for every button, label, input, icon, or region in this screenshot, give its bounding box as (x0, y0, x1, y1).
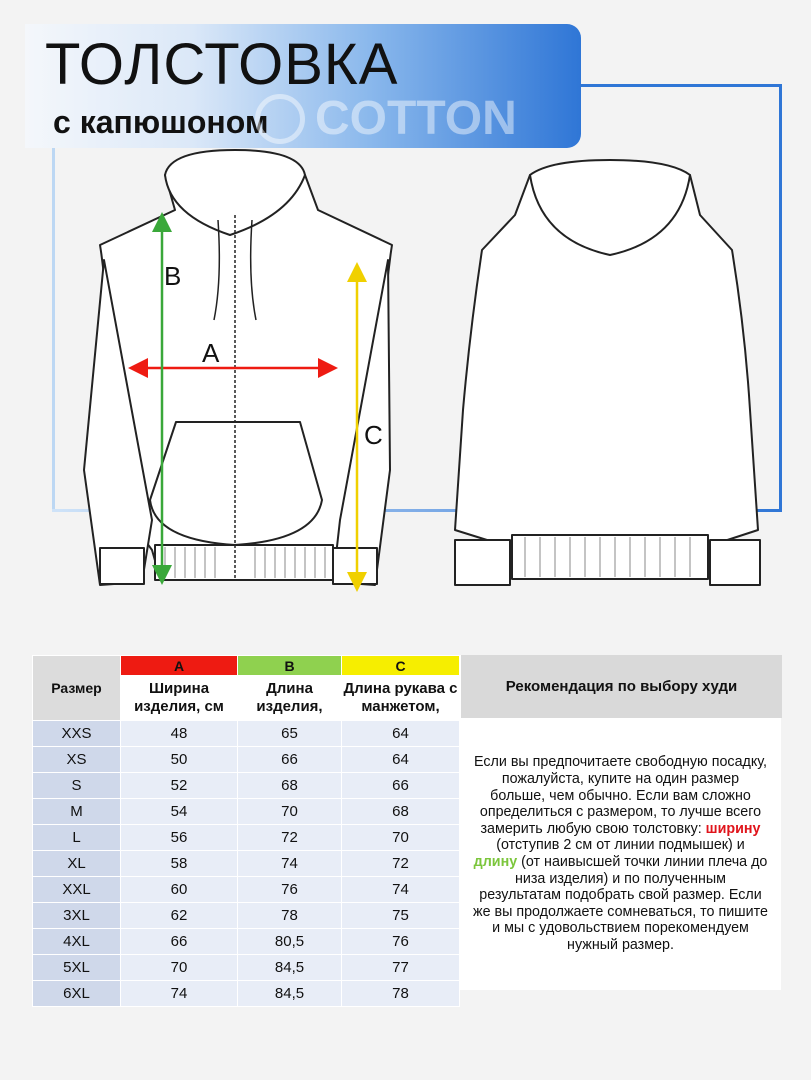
table-cell-size: 5XL (33, 955, 121, 981)
table-row (33, 721, 460, 747)
size-table-body (33, 721, 460, 1007)
table-row (33, 981, 460, 1007)
column-letter-a: A (121, 656, 238, 676)
table-cell-size: 6XL (33, 981, 121, 1007)
page-title: ТОЛСТОВКА (45, 32, 399, 97)
measure-label-c: C (364, 420, 383, 450)
table-cell-size: XL (33, 851, 121, 877)
table-cell-a: 58 (121, 851, 238, 877)
size-table (32, 655, 460, 1007)
table-cell-b: 68 (238, 773, 342, 799)
recommendation-text (473, 754, 769, 953)
table-row (33, 903, 460, 929)
table-cell-a: 52 (121, 773, 238, 799)
table-cell-size: S (33, 773, 121, 799)
table-cell-b: 74 (238, 851, 342, 877)
table-row (33, 851, 460, 877)
table-cell-a: 62 (121, 903, 238, 929)
table-row (33, 799, 460, 825)
table-cell-c: 64 (342, 721, 460, 747)
column-letter-b: B (238, 656, 342, 676)
table-cell-c: 68 (342, 799, 460, 825)
table-cell-a: 70 (121, 955, 238, 981)
table-cell-b: 70 (238, 799, 342, 825)
table-cell-a: 60 (121, 877, 238, 903)
column-header-sleeve: Длина рукава с манжетом, (342, 676, 460, 721)
recommendation-width-word: ширину (705, 820, 761, 837)
table-row (33, 825, 460, 851)
measure-label-a: A (202, 338, 220, 368)
column-header-width: Ширина изделия, см (121, 676, 238, 721)
column-letter-c: C (342, 656, 460, 676)
table-row (33, 877, 460, 903)
table-cell-size: L (33, 825, 121, 851)
table-cell-a: 74 (121, 981, 238, 1007)
size-column-header: Размер (33, 656, 121, 721)
table-cell-size: XXL (33, 877, 121, 903)
table-cell-b: 72 (238, 825, 342, 851)
table-row (33, 929, 460, 955)
table-cell-c: 72 (342, 851, 460, 877)
table-cell-c: 75 (342, 903, 460, 929)
table-cell-a: 56 (121, 825, 238, 851)
recommendation-text-part-2: (отступив 2 см от линии подмышек) и (496, 837, 745, 854)
table-cell-b: 78 (238, 903, 342, 929)
table-cell-c: 78 (342, 981, 460, 1007)
table-cell-b: 65 (238, 721, 342, 747)
table-cell-b: 80,5 (238, 929, 342, 955)
table-cell-size: XS (33, 747, 121, 773)
hoodie-back-sketch (455, 160, 760, 585)
table-cell-c: 74 (342, 877, 460, 903)
table-cell-c: 70 (342, 825, 460, 851)
recommendation-length-word: длину (473, 854, 518, 870)
table-cell-a: 50 (121, 747, 238, 773)
table-cell-a: 48 (121, 721, 238, 747)
measure-label-b: B (164, 261, 182, 291)
table-cell-c: 64 (342, 747, 460, 773)
table-row (33, 773, 460, 799)
table-cell-b: 84,5 (238, 981, 342, 1007)
recommendation-title: Рекомендация по выбору худи (460, 655, 782, 718)
table-cell-size: XXS (33, 721, 121, 747)
table-row (33, 955, 460, 981)
page-subtitle: с капюшоном (53, 104, 269, 140)
table-cell-c: 77 (342, 955, 460, 981)
table-cell-a: 54 (121, 799, 238, 825)
recommendation-text-part-1: Если вы предпочитаете свободную посадку, пожалуйста, купите на один размер больше, чем обычно. Если вам сложно определиться с размером, то лучше всего замерить любую свою толстовку: (474, 754, 767, 837)
table-cell-b: 66 (238, 747, 342, 773)
table-cell-size: M (33, 799, 121, 825)
table-cell-size: 4XL (33, 929, 121, 955)
logo-text: COTTON (315, 92, 517, 145)
table-cell-b: 84,5 (238, 955, 342, 981)
table-cell-b: 76 (238, 877, 342, 903)
table-row (33, 747, 460, 773)
recommendation-text-part-3: (от наивысшей точки линии плеча до низа изделия) и по полученным результатам подобрать свой размер. Если же вы продолжаете сомневаться, то пишите и мы с удовольствием порекомендуем нужный размер. (473, 854, 768, 953)
table-cell-size: 3XL (33, 903, 121, 929)
column-header-length: Длина изделия, (238, 676, 342, 721)
recommendation-panel (460, 718, 781, 990)
table-cell-c: 76 (342, 929, 460, 955)
table-cell-c: 66 (342, 773, 460, 799)
table-cell-a: 66 (121, 929, 238, 955)
